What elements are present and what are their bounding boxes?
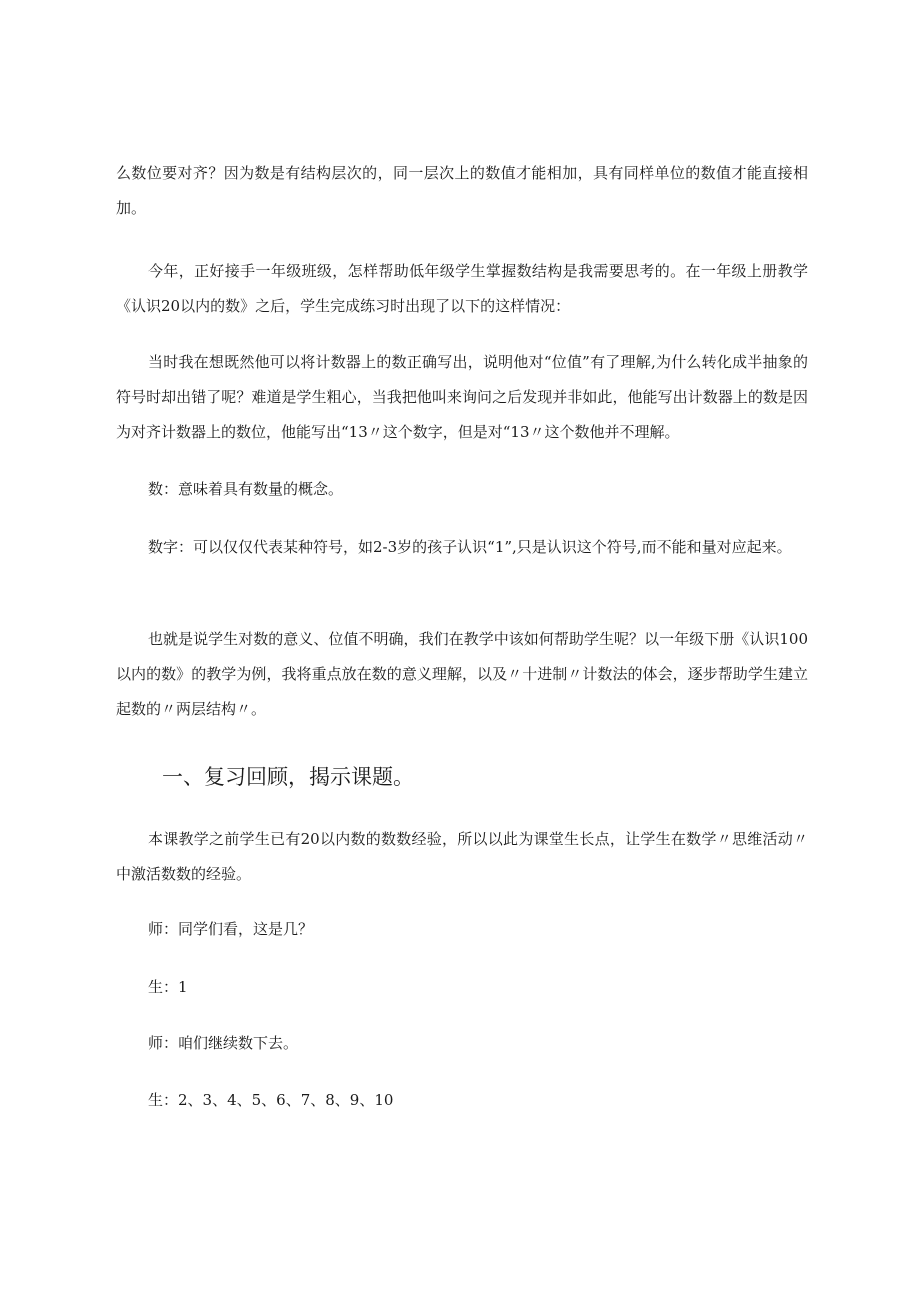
dialogue-teacher-2: 师：咱们继续数下去。 (148, 1034, 299, 1052)
paragraph-definition-number: 数：意味着具有数量的概念。 (148, 480, 344, 498)
paragraph-definition-digit: 数字：可以仅仅代表某种符号，如2-3岁的孩子认识“1”,只是认识这个符号,而不能和量对应起来。 (148, 538, 792, 556)
paragraph-summary: 也就是说学生对数的意义、位值不明确，我们在教学中该如何帮助学生呢？以一年级下册《认识100以内的数》的教学为例，我将重点放在数的意义理解，以及〃十进制〃计数法的体会，逐步帮助学生建立起数的〃两层结构〃。 (116, 630, 808, 718)
paragraph-lesson-intro: 本课教学之前学生已有20以内数的数数经验，所以以此为课堂生长点，让学生在数学〃思维活动〃中激活数数的经验。 (116, 830, 808, 883)
dialogue-student-1: 生：1 (148, 978, 188, 996)
paragraph-reflection: 当时我在想既然他可以将计数器上的数正确写出，说明他对“位值”有了理解,为什么转化成半抽象的符号时却出错了呢？难道是学生粗心，当我把他叫来询问之后发现并非如此，他能写出计数器上的数是因为对齐计数器上的数位，他能写出“13〃这个数字，但是对“13〃这个数他并不理解。 (116, 353, 808, 441)
dialogue-student-2: 生：2、3、4、5、6、7、8、9、10 (148, 1091, 394, 1109)
section-heading: 一、复习回顾，揭示课题。 (162, 765, 414, 789)
paragraph-continuation: 么数位要对齐？因为数是有结构层次的，同一层次上的数值才能相加，具有同样单位的数值才能直接相加。 (116, 164, 808, 217)
dialogue-teacher-1: 师：同学们看，这是几？ (148, 920, 314, 938)
paragraph-intro: 今年，正好接手一年级班级，怎样帮助低年级学生掌握数结构是我需要思考的。在一年级上册教学《认识20以内的数》之后，学生完成练习时出现了以下的这样情况： (116, 262, 808, 315)
